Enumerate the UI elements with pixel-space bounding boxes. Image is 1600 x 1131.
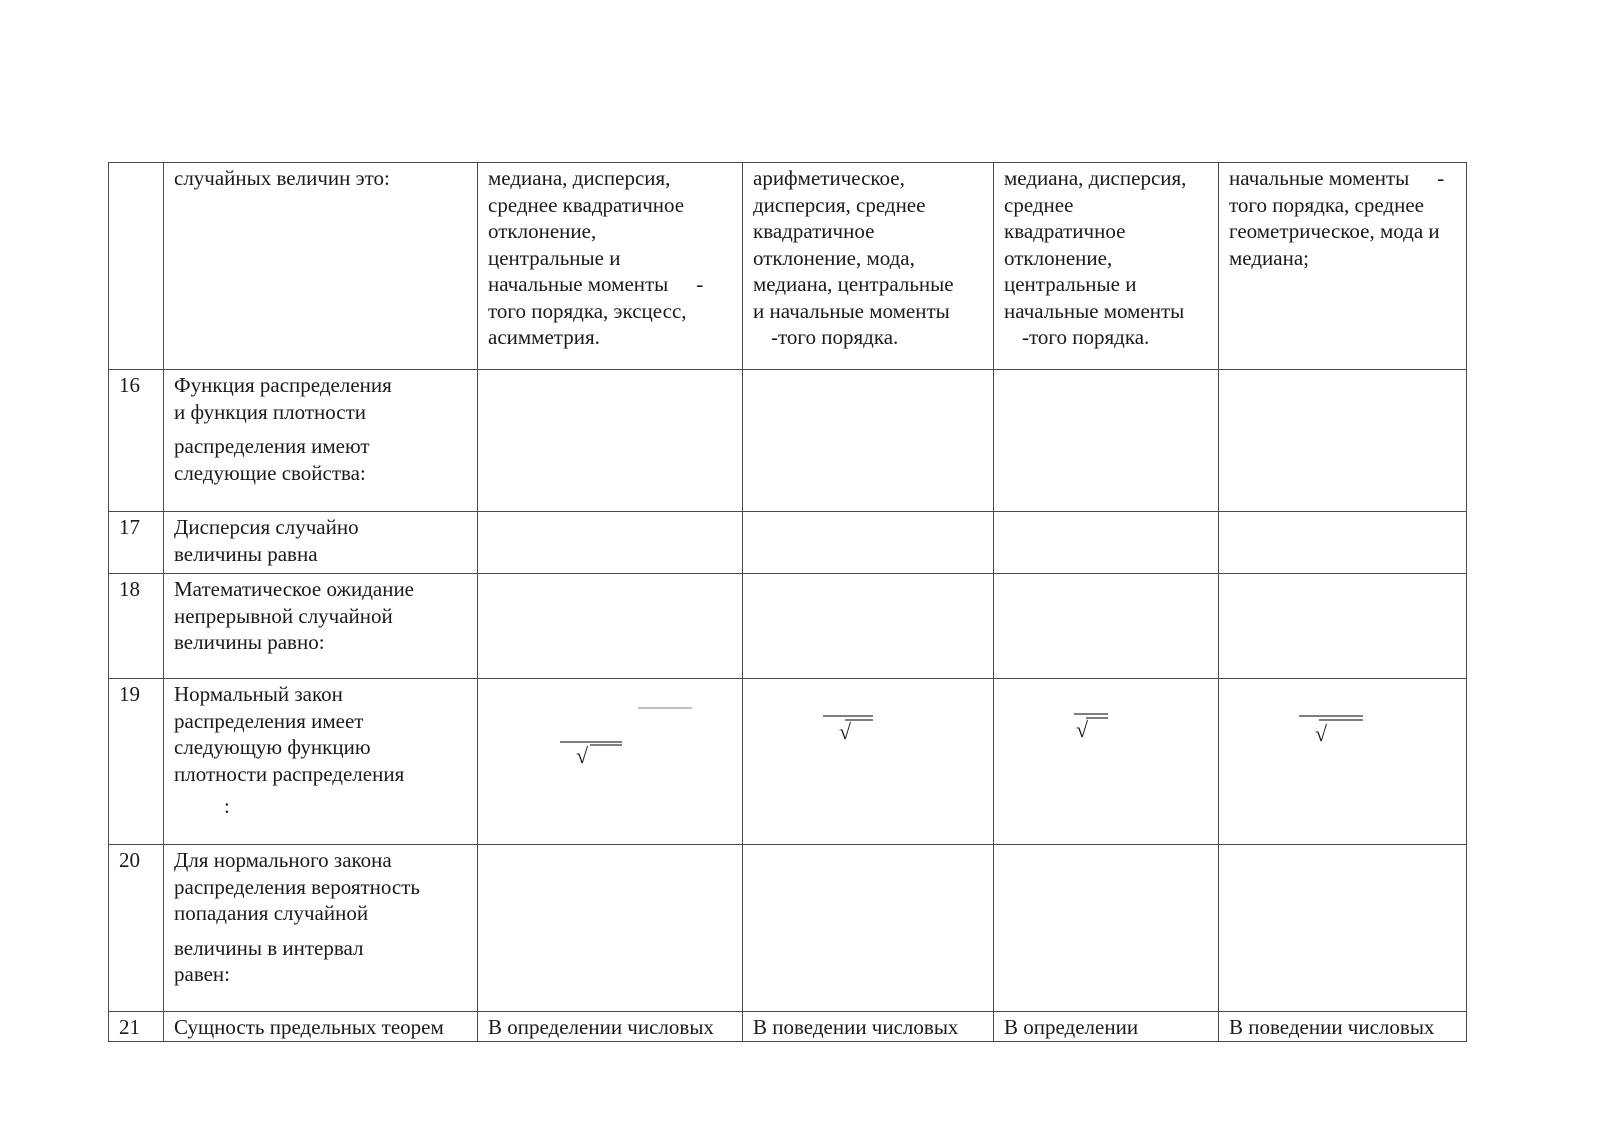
- option-a-cell: [478, 574, 743, 679]
- option-line: отклонение,: [1004, 245, 1113, 270]
- option-line: того порядка, среднее: [1229, 192, 1424, 217]
- question-cell: [164, 512, 478, 574]
- option-d-cell: [1219, 574, 1467, 679]
- option-line: асимметрия.: [488, 325, 600, 349]
- formula-fragment: [1299, 715, 1369, 725]
- question-line: величины равно:: [174, 630, 325, 654]
- option-a-cell: [478, 163, 743, 370]
- sqrt-icon: √: [839, 719, 852, 744]
- option-line: В поведении числовых: [753, 1015, 959, 1039]
- option-b-cell: [743, 845, 994, 1012]
- question-line: плотности распределения: [174, 761, 405, 786]
- option-line: -того порядка.: [771, 325, 899, 349]
- question-cell: [164, 163, 478, 370]
- question-line: величины равна: [174, 541, 318, 566]
- option-b-cell: [743, 163, 994, 370]
- question-cell: [164, 679, 478, 845]
- option-line: квадратичное: [1004, 219, 1126, 243]
- row-number: 21: [109, 1012, 164, 1042]
- option-a-cell: [478, 370, 743, 512]
- question-cell: [164, 845, 478, 1012]
- question-line: непрерывной случайной: [174, 603, 393, 628]
- option-line: начальные моменты: [1229, 166, 1410, 190]
- option-c-cell: [994, 1012, 1219, 1042]
- option-line: В определении: [1004, 1015, 1139, 1039]
- option-d-cell: [1219, 845, 1467, 1012]
- option-d-cell: [1219, 163, 1467, 370]
- option-b-cell: [743, 370, 994, 512]
- option-line: медиана, дисперсия,: [1004, 166, 1187, 190]
- question-line: попадания случайной: [174, 901, 369, 925]
- option-line: отклонение,: [488, 219, 597, 243]
- sqrt-icon: √: [1076, 717, 1089, 742]
- option-line: В поведении числовых: [1229, 1015, 1435, 1039]
- dash: -: [696, 272, 704, 296]
- option-line: центральные и: [488, 245, 621, 270]
- question-line: распределения имеют: [174, 434, 370, 458]
- option-c-cell: [994, 512, 1219, 574]
- table-row-continued: [109, 163, 1467, 370]
- question-text: Сущность предельных теорем: [174, 1015, 444, 1039]
- option-line: медиана, центральные: [753, 272, 954, 296]
- formula-fragment: [823, 715, 883, 725]
- option-line: дисперсия, среднее: [753, 192, 926, 217]
- option-line: и начальные моменты: [753, 298, 950, 323]
- option-c-cell: [994, 679, 1219, 845]
- question-line: Математическое ожидание: [174, 577, 415, 601]
- option-line: медиана, дисперсия,: [488, 166, 671, 190]
- option-line: начальные моменты: [488, 272, 669, 296]
- row-number: 19: [109, 679, 164, 845]
- option-line: -того порядка.: [1022, 325, 1150, 349]
- question-text: случайных величин это:: [174, 166, 390, 190]
- question-line: равен:: [174, 962, 231, 986]
- row-number: 17: [109, 512, 164, 574]
- option-line: среднее: [1004, 192, 1074, 217]
- question-colon: :: [224, 794, 230, 818]
- option-d-cell: [1219, 370, 1467, 512]
- option-d-cell: [1219, 679, 1467, 845]
- dash: -: [1437, 166, 1445, 190]
- table-row-21: [109, 1012, 1467, 1042]
- option-b-cell: [743, 1012, 994, 1042]
- question-line: величины в интервал: [174, 935, 364, 960]
- option-a-cell: [478, 512, 743, 574]
- option-c-cell: [994, 845, 1219, 1012]
- option-line: среднее квадратичное: [488, 192, 685, 217]
- question-cell: [164, 574, 478, 679]
- row-number: 20: [109, 845, 164, 1012]
- question-line: Функция распределения: [174, 373, 392, 397]
- option-c-cell: [994, 574, 1219, 679]
- question-line: Для нормального закона: [174, 848, 392, 872]
- table-row-17: [109, 512, 1467, 574]
- option-line: квадратичное: [753, 219, 875, 243]
- option-line: начальные моменты: [1004, 298, 1185, 323]
- row-number: 18: [109, 574, 164, 679]
- sqrt-icon: √: [1315, 721, 1328, 746]
- table-row-20: [109, 845, 1467, 1012]
- option-a-cell: [478, 845, 743, 1012]
- table-row-18: [109, 574, 1467, 679]
- option-a-cell: [478, 679, 743, 845]
- question-line: распределения имеет: [174, 708, 364, 733]
- option-b-cell: [743, 512, 994, 574]
- option-b-cell: [743, 574, 994, 679]
- question-line: Дисперсия случайно: [174, 515, 359, 539]
- option-line: В определении числовых: [488, 1015, 714, 1039]
- option-line: геометрическое, мода и: [1229, 219, 1440, 243]
- option-line: того порядка, эксцесс,: [488, 298, 687, 323]
- question-line: и функция плотности: [174, 399, 367, 424]
- option-line: центральные и: [1004, 272, 1137, 296]
- question-cell: [164, 370, 478, 512]
- option-line: медиана;: [1229, 245, 1309, 270]
- option-line: отклонение, мода,: [753, 245, 915, 270]
- table-row-19: [109, 679, 1467, 845]
- row-number: 16: [109, 370, 164, 512]
- option-d-cell: [1219, 1012, 1467, 1042]
- option-c-cell: [994, 370, 1219, 512]
- option-d-cell: [1219, 512, 1467, 574]
- option-line-with-dash: [1229, 165, 1456, 192]
- option-a-cell: [478, 1012, 743, 1042]
- question-line: Нормальный закон: [174, 682, 343, 706]
- option-c-cell: [994, 163, 1219, 370]
- row-number-cell: [109, 163, 164, 370]
- option-b-cell: [743, 679, 994, 845]
- question-line: следующую функцию: [174, 735, 371, 759]
- question-cell: [164, 1012, 478, 1042]
- option-line: арифметическое,: [753, 166, 905, 190]
- question-line: следующие свойства:: [174, 460, 366, 485]
- questions-table: [108, 162, 1467, 1042]
- table-row-16: [109, 370, 1467, 512]
- option-line-with-dash: [488, 271, 732, 298]
- question-line: распределения вероятность: [174, 874, 421, 899]
- sqrt-icon: √: [576, 743, 589, 768]
